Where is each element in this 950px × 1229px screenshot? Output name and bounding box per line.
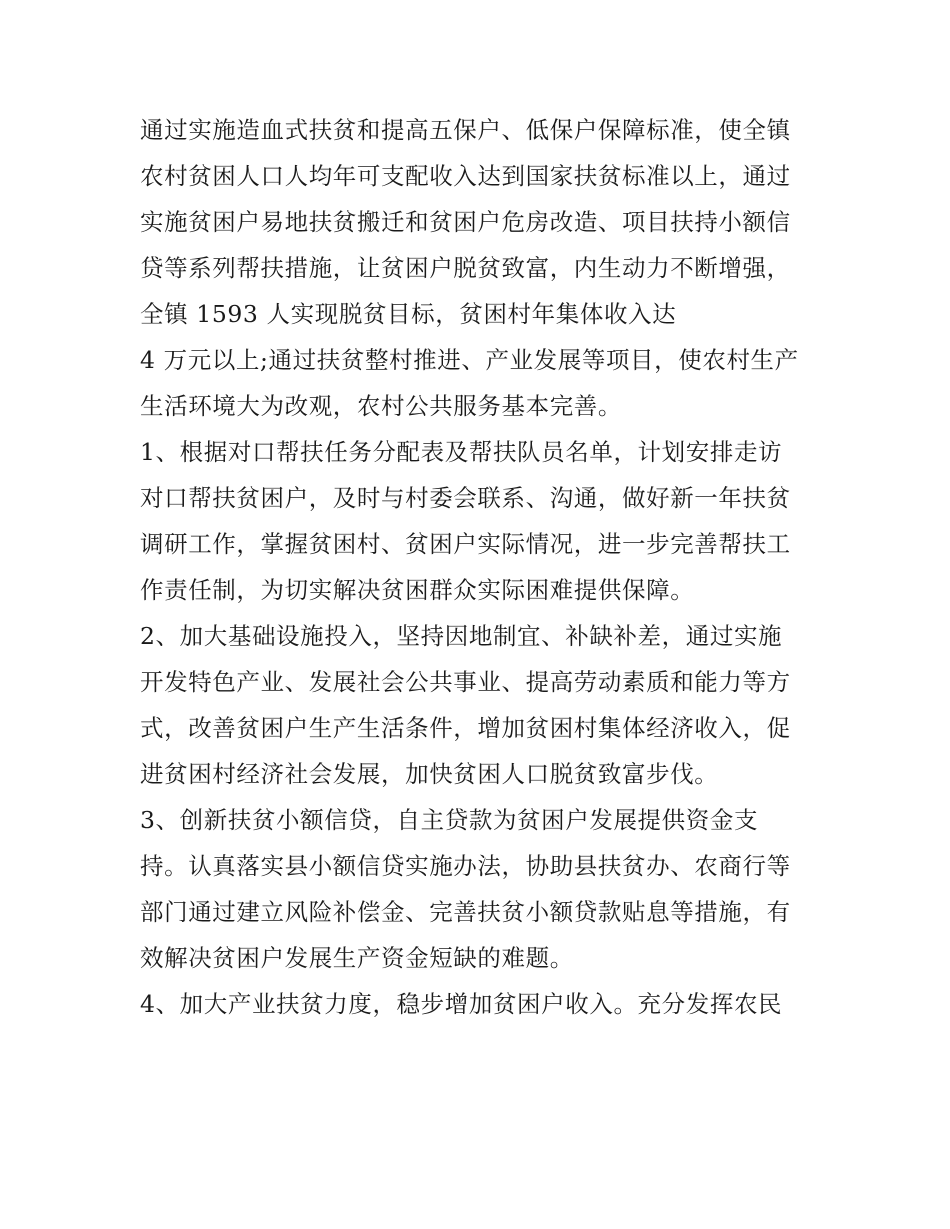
text-line: 效解决贫困户发展生产资金短缺的难题。 xyxy=(140,944,574,972)
text-line: 3、创新扶贫小额信贷，自主贷款为贫困户发展提供资金支 xyxy=(140,806,759,834)
text-line: 农村贫困人口人均年可支配收入达到国家扶贫标准以上，通过 xyxy=(140,162,791,190)
text-line: 1、根据对口帮扶任务分配表及帮扶队员名单，计划安排走访 xyxy=(140,438,783,466)
text-line: 2、加大基础设施投入，坚持因地制宜、补缺补差，通过实施 xyxy=(140,622,783,650)
text-line: 生活环境大为改观，农村公共服务基本完善。 xyxy=(140,392,622,420)
text-line: 实施贫困户易地扶贫搬迁和贫困户危房改造、项目扶持小额信 xyxy=(140,208,791,236)
text-line: 通过实施造血式扶贫和提高五保户、低保户保障标准，使全镇 xyxy=(140,116,791,144)
text-line: 部门通过建立风险补偿金、完善扶贫小额贷款贴息等措施，有 xyxy=(140,898,791,926)
text-line: 持。认真落实县小额信贷实施办法，协助县扶贫办、农商行等 xyxy=(140,852,791,880)
text-line: 开发特色产业、发展社会公共事业、提高劳动素质和能力等方 xyxy=(140,668,791,696)
text-line: 4 万元以上;通过扶贫整村推进、产业发展等项目，使农村生产 xyxy=(140,346,799,374)
text-line: 进贫困村经济社会发展，加快贫困人口脱贫致富步伐。 xyxy=(140,760,719,788)
text-line: 全镇 1593 人实现脱贫目标，贫困村年集体收入达 xyxy=(140,300,677,328)
text-line: 作责任制，为切实解决贫困群众实际困难提供保障。 xyxy=(140,576,695,604)
text-line: 式，改善贫困户生产生活条件，增加贫困村集体经济收入，促 xyxy=(140,714,791,742)
body-text xyxy=(140,107,820,1027)
text-line: 4、加大产业扶贫力度，稳步增加贫困户收入。充分发挥农民 xyxy=(140,990,783,1018)
text-line: 调研工作，掌握贫困村、贫困户实际情况，进一步完善帮扶工 xyxy=(140,530,791,558)
text-line: 对口帮扶贫困户，及时与村委会联系、沟通，做好新一年扶贫 xyxy=(140,484,791,512)
text-line: 贷等系列帮扶措施，让贫困户脱贫致富，内生动力不断增强， xyxy=(140,254,791,282)
